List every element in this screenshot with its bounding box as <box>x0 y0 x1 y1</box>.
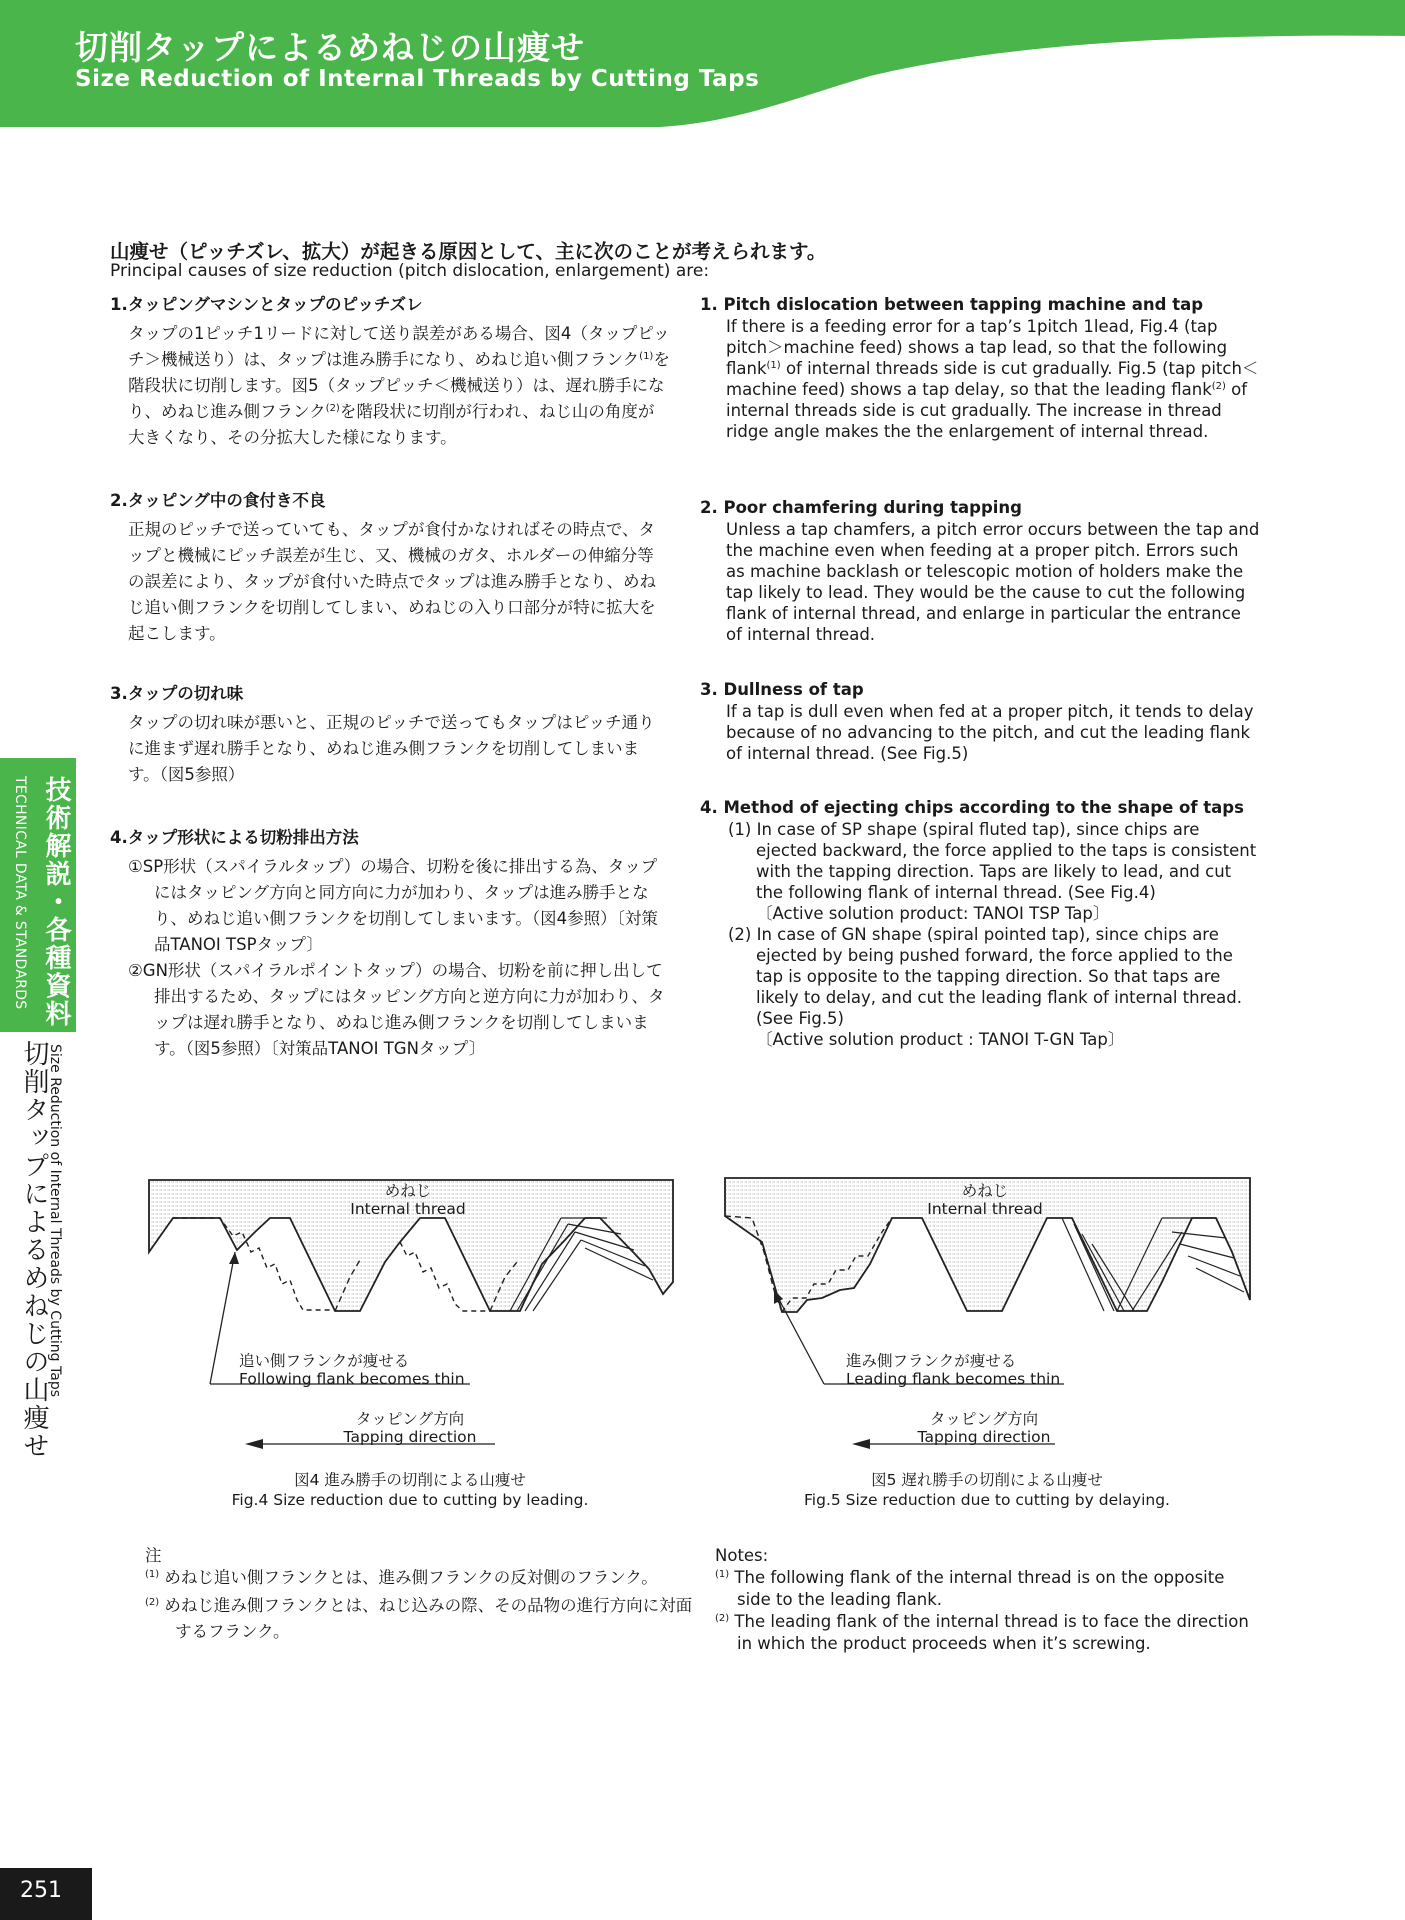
footnote-mark: (2) <box>715 1613 730 1624</box>
footnote-mark: (1) <box>145 1569 160 1580</box>
text: を階段状に切削が行われ、ねじ山の角度が大きくなり、その分拡大した様になります。 <box>128 402 655 447</box>
figure-caption <box>742 1470 1232 1510</box>
note-item <box>145 1567 705 1589</box>
list-item: (2) In case of GN shape (spiral pointed tap), since chips are ejected by being pushed forward, the force applied to the tap is opposite to the tapping direction. So that taps are likely to delay, and cut the leading flank of internal thread. (See Fig.5) <box>728 925 1242 1028</box>
section-jp-1 <box>110 292 670 451</box>
section-en-3 <box>700 679 1260 764</box>
section-title: 4. Method of ejecting chips according to the shape of taps <box>700 798 1244 817</box>
text: If there is a feeding error for a tap’s 1pitch 1lead, Fig.4 (tap pitch＞machine feed) shows a tap lead, so that the following flank <box>726 317 1228 378</box>
footnote-mark: (1) <box>639 351 654 362</box>
label-en: Internal thread <box>927 1200 1043 1218</box>
section-jp-4 <box>110 825 670 1062</box>
note-item <box>715 1567 1260 1611</box>
section-title: 2. Poor chamfering during tapping <box>700 498 1022 517</box>
label-en: Leading flank becomes thin <box>846 1370 1061 1388</box>
label-en: Tapping direction <box>917 1428 1051 1446</box>
notes-heading: 注 <box>145 1546 162 1565</box>
page-title-en: Size Reduction of Internal Threads by Cutting Taps <box>75 66 760 92</box>
label-en: Following flank becomes thin <box>239 1370 465 1388</box>
caption-en: Fig.4 Size reduction due to cutting by leading. <box>231 1491 589 1509</box>
side-tab-label-jp: 技術解説・各種資料 <box>41 776 71 1028</box>
notes-en <box>715 1545 1260 1655</box>
list-item-product: 〔Active solution product : TANOI T-GN Tap〕 <box>756 1030 1125 1049</box>
notes-heading: Notes: <box>715 1546 769 1565</box>
label-jp: 追い側フランクが痩せる <box>239 1352 410 1370</box>
intro-jp: 山痩せ（ピッチズレ、拡大）が起きる原因として、主に次のことが考えられます。 <box>110 240 827 263</box>
section-title: 3.タップの切れ味 <box>110 684 244 703</box>
section-body: Unless a tap chamfers, a pitch error occurs between the tap and the machine even when feeding at a proper pitch. Errors such as machine backlash or telescopic motion of holders make the tap likely to lead. They would be the cause to cut the following flank of internal thread, and enlarge in particular the entrance of internal thread. <box>726 520 1260 644</box>
figure-5 <box>722 1172 1252 1512</box>
section-en-2 <box>700 497 1260 645</box>
caption-jp: 図4 進み勝手の切削による山痩せ <box>294 1471 526 1489</box>
flank-label <box>239 1352 479 1388</box>
side-title-en: Size Reduction of Internal Threads by Cutting Taps <box>47 1044 63 1398</box>
text: タップの1ピッチ1リードに対して送り誤差がある場合、図4（タップピッチ＞機械送り）は、タップは進み勝手になり、めねじ追い側フランク <box>128 324 670 369</box>
list-item-product: 〔Active solution product: TANOI TSP Tap〕 <box>756 904 1110 923</box>
caption-en: Fig.5 Size reduction due to cutting by delaying. <box>804 1491 1170 1509</box>
notes-jp <box>145 1545 705 1645</box>
tapping-direction-label <box>335 1410 485 1446</box>
text: of internal threads side is cut gradually. Fig.5 (tap pitch＜machine feed) shows a tap delay, so that the leading flank <box>726 359 1259 399</box>
note-text: The leading flank of the internal thread is to face the direction in which the product proceeds when it’s screwing. <box>734 1612 1249 1653</box>
text: of internal threads side is cut gradually. The increase in thread ridge angle makes the the enlargement of internal thread. <box>726 380 1248 441</box>
label-jp: タッピング方向 <box>355 1410 465 1428</box>
page-title-jp: 切削タップによるめねじの山痩せ <box>75 28 585 67</box>
internal-thread-label <box>910 1182 1060 1218</box>
section-jp-2 <box>110 488 670 647</box>
section-body: タップの切れ味が悪いと、正規のピッチで送ってもタップはピッチ通りに進まず遅れ勝手となり、めねじ進み側フランクを切削してしまいます。（図5参照） <box>128 713 655 784</box>
page-number: 251 <box>20 1878 62 1903</box>
note-text: めねじ進み側フランクとは、ねじ込みの際、その品物の進行方向に対面するフランク。 <box>164 1596 693 1641</box>
flank-label <box>846 1352 1086 1388</box>
section-title: 1.タッピングマシンとタップのピッチズレ <box>110 295 423 314</box>
section-title: 1. Pitch dislocation between tapping machine and tap <box>700 295 1204 314</box>
section-title: 4.タップ形状による切粉排出方法 <box>110 828 359 847</box>
label-jp: 進み側フランクが痩せる <box>846 1352 1017 1370</box>
figure-caption <box>165 1470 655 1510</box>
label-en: Tapping direction <box>343 1428 477 1446</box>
internal-thread-label <box>333 1182 483 1218</box>
label-jp: めねじ <box>384 1182 432 1200</box>
section-body <box>700 316 1260 442</box>
caption-jp: 図5 遅れ勝手の切削による山痩せ <box>871 1471 1103 1489</box>
tapping-direction-label <box>909 1410 1059 1446</box>
section-en-4 <box>700 797 1260 1050</box>
text: を階段状に切削します。図5（タップピッチ＜機械送り）は、遅れ勝手になり、めねじ進み側フランク <box>128 350 670 421</box>
list-item: ①SP形状（スパイラルタップ）の場合、切粉を後に排出する為、タップにはタッピング方向と同方向に力が加わり、タップは進み勝手となり、めねじ追い側フランクを切削してしまいます。（図4参照）〔対策品TANOI TSPタップ〕 <box>128 857 658 954</box>
figure-4 <box>145 1172 675 1512</box>
side-tab-label-en: TECHNICAL DATA & STANDARDS <box>12 776 28 1010</box>
intro-en: Principal causes of size reduction (pitch dislocation, enlargement) are: <box>110 261 710 281</box>
section-en-1 <box>700 294 1260 442</box>
section-body: 正規のピッチで送っていても、タップが食付かなければその時点で、タップと機械にピッチ誤差が生じ、又、機械のガタ、ホルダーの伸縮分等の誤差により、タップが食付いた時点でタップは進み勝手となり、めねじ追い側フランクを切削してしまい、めねじの入り口部分が特に拡大を起こします。 <box>128 520 656 643</box>
footnote-mark: (2) <box>325 403 340 414</box>
list-item: ②GN形状（スパイラルポイントタップ）の場合、切粉を前に押し出して排出するため、タップにはタッピング方向と逆方向に力が加わり、タップは遅れ勝手となり、めねじ進み側フランクを切削してしまいます。（図5参照）〔対策品TANOI TGNタップ〕 <box>128 961 665 1058</box>
label-en: Internal thread <box>350 1200 466 1218</box>
list-item: (1) In case of SP shape (spiral fluted tap), since chips are ejected backward, the force applied to the taps is consistent with the tapping direction. Taps are likely to lead, and cut the following flank of internal thread. (See Fig.4) <box>728 820 1257 902</box>
label-jp: タッピング方向 <box>929 1410 1039 1428</box>
section-body <box>110 321 670 451</box>
section-body <box>110 854 670 1062</box>
section-title: 2.タッピング中の食付き不良 <box>110 491 326 510</box>
section-body: If a tap is dull even when fed at a proper pitch, it tends to delay because of no advancing to the pitch, and cut the leading flank of internal thread. (See Fig.5) <box>726 702 1254 763</box>
note-text: めねじ追い側フランクとは、進み側フランクの反対側のフランク。 <box>164 1568 658 1587</box>
side-title-jp: 切削タップによるめねじの山痩せ <box>19 1040 49 1460</box>
footnote-mark: (2) <box>1211 381 1226 392</box>
footnote-mark: (2) <box>145 1597 160 1608</box>
note-text: The following flank of the internal thread is on the opposite side to the leading flank. <box>734 1568 1225 1609</box>
section-body <box>700 819 1260 1050</box>
footnote-mark: (1) <box>766 360 781 371</box>
note-item <box>715 1611 1260 1655</box>
label-jp: めねじ <box>961 1182 1009 1200</box>
section-jp-3 <box>110 681 670 788</box>
section-title: 3. Dullness of tap <box>700 680 864 699</box>
note-item <box>145 1593 705 1645</box>
footnote-mark: (1) <box>715 1569 730 1580</box>
